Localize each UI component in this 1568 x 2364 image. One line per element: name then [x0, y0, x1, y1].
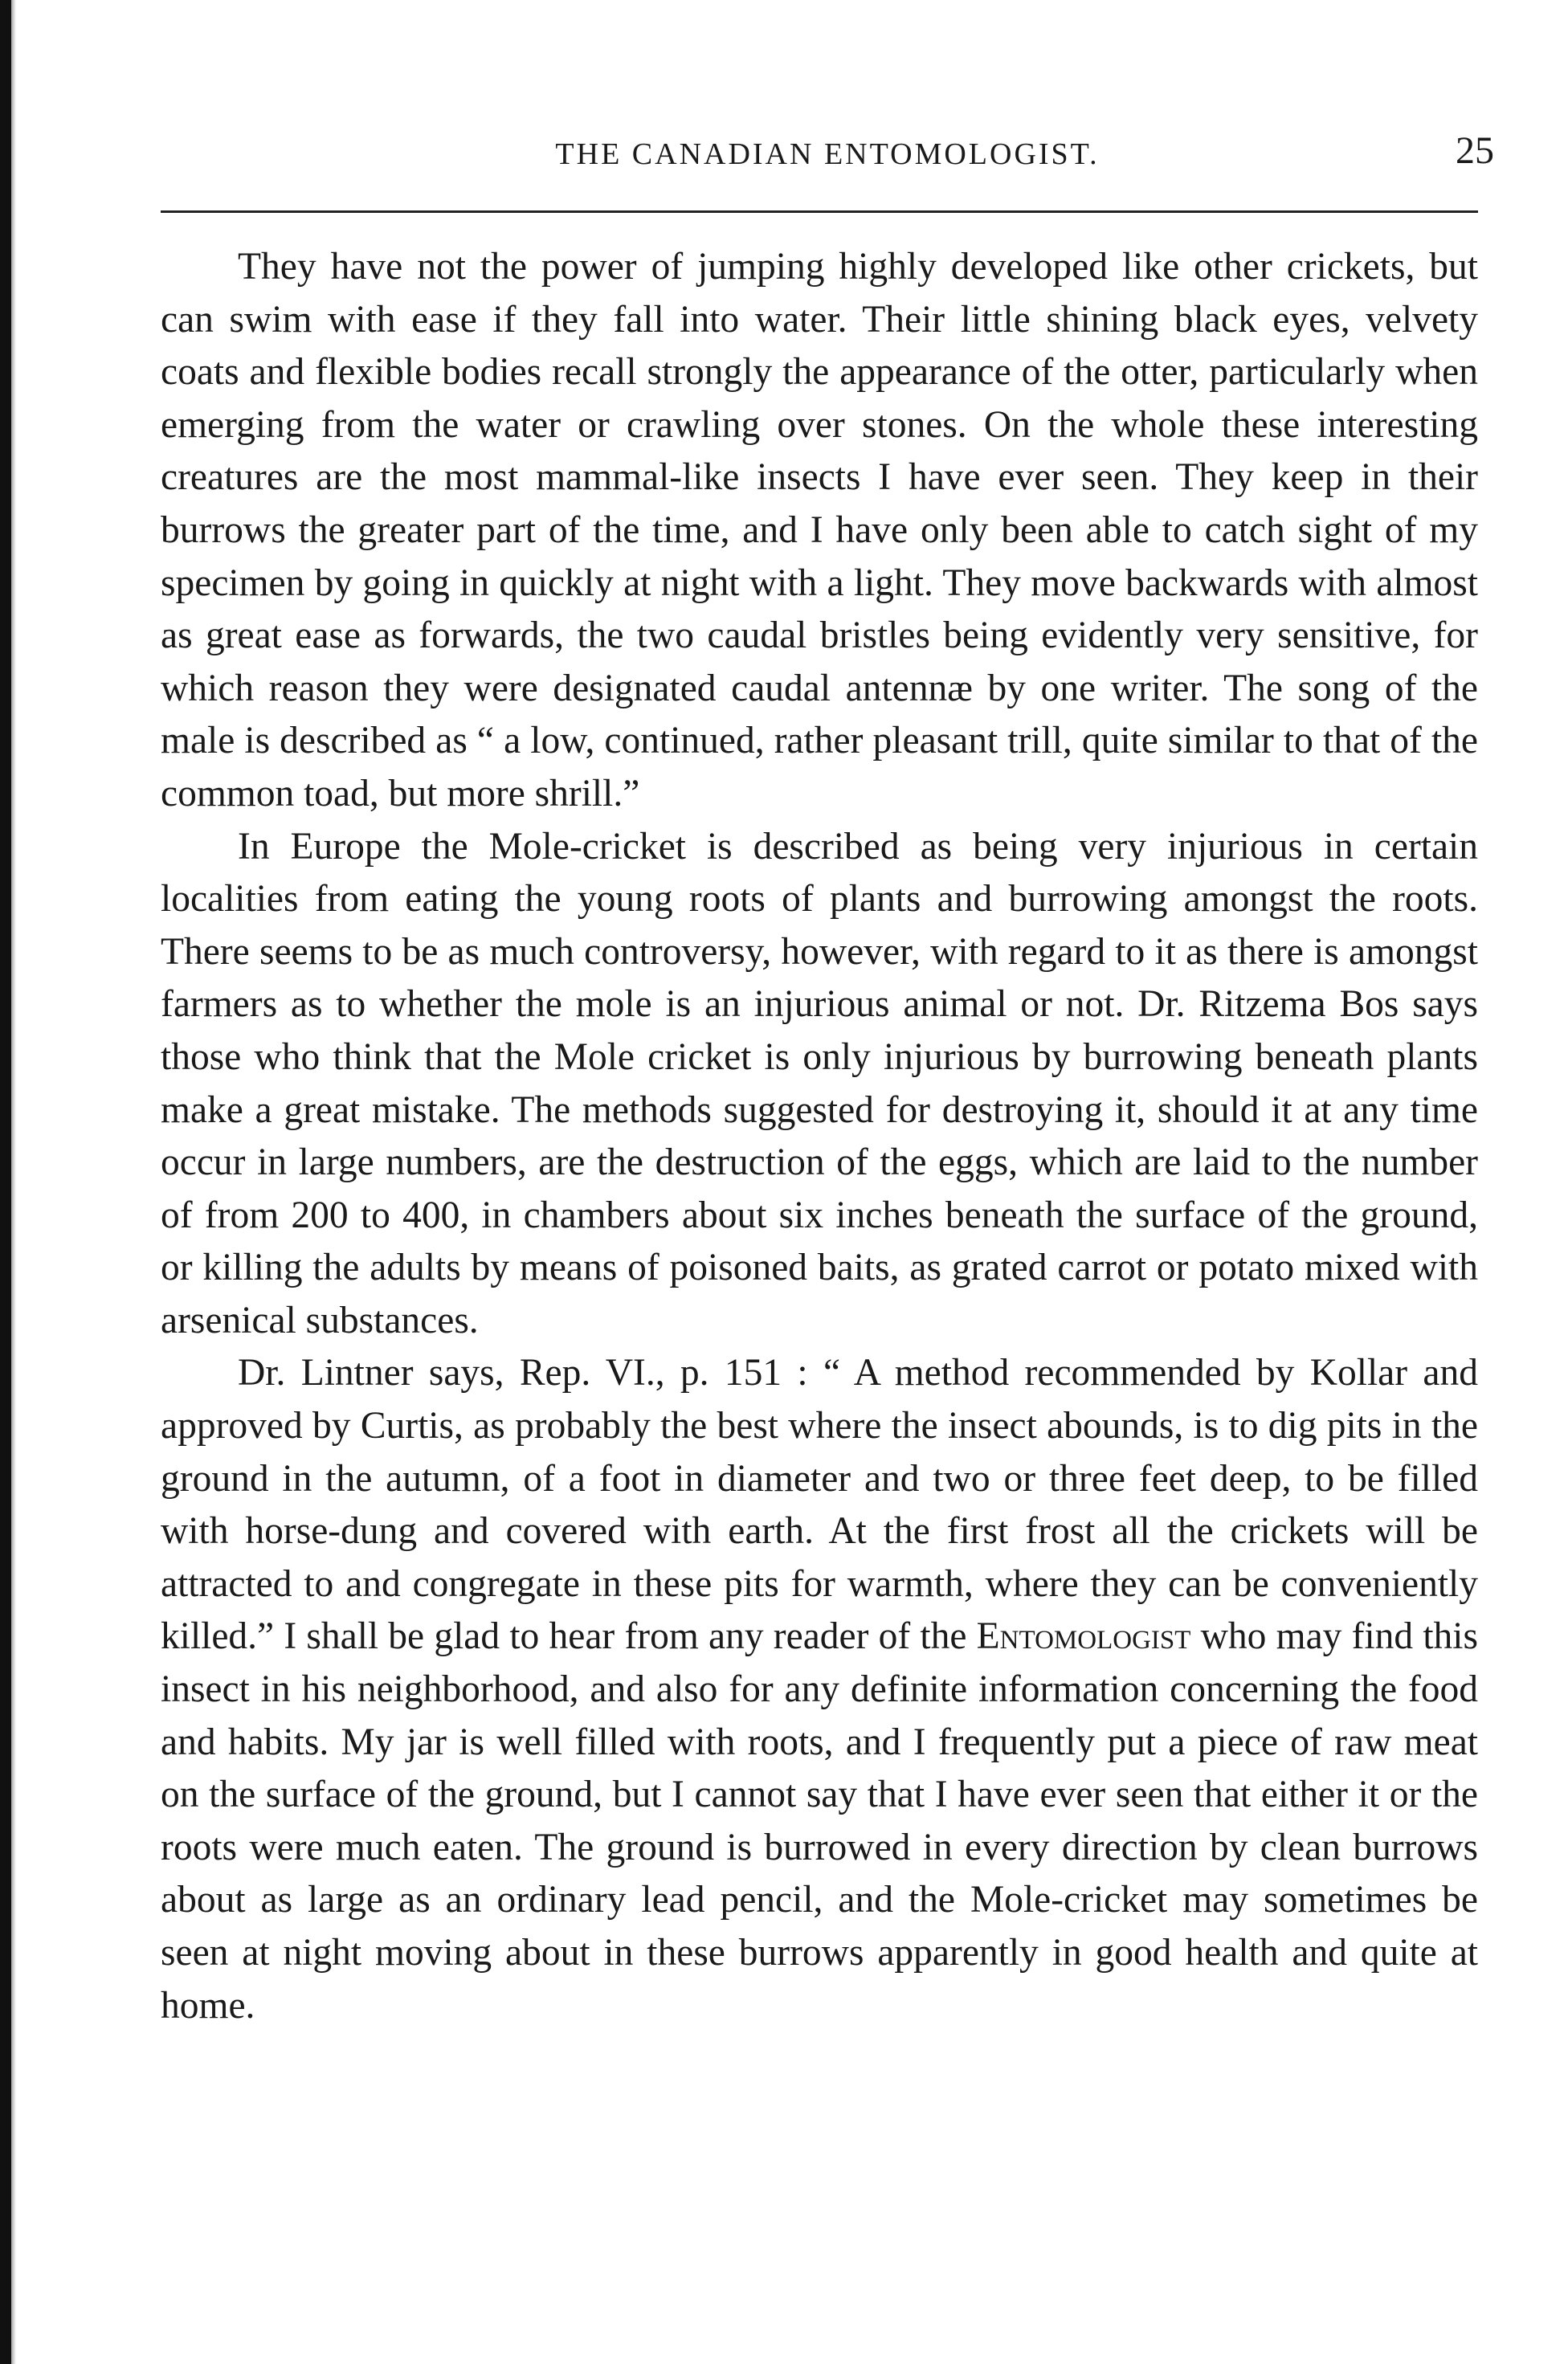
paragraph-2: In Europe the Mole-cricket is described as being very injurious in certain localities from eating the young roots of plants and burrowing amongst the roots. There seems to be as much controversy, however, with regard to it as there is amongst farmers as to whether the mole is an injurious animal or not. Dr. Ritzema Bos says those who think that the Mole cricket is only injurious by burrowing beneath plants make a great mistake. The methods suggested for destroying it, should it at any time occur in large numbers, are the destruction of the eggs, which are laid to the number of from 200 to 400, in chambers about six inches beneath the surface of the ground, or killing the adults by means of poisoned baits, as grated carrot or potato mixed with arsenical substances. [161, 825, 1478, 1341]
page-number: 25 [1456, 129, 1494, 172]
paragraph-3-part-1: Dr. Lintner says, Rep. VI., p. 151 : “ A method recommended by Kollar and approved by Curtis, as probably the best where the insect abounds, is to dig pits in the ground in the autumn, of a foot in diameter and two or three feet deep, to be filled with horse-dung and covered with earth. At the first frost all the crickets will be attracted to and congregate in these pits for warmth, where they can be conveniently killed.” I shall be glad to hear from any reader of the [161, 1352, 1478, 1658]
scan-binding-edge [0, 0, 11, 2364]
header-rule [161, 210, 1478, 213]
journal-name: Entomologist [976, 1615, 1191, 1658]
body-text [161, 241, 1478, 2032]
paragraph-3-part-2: who may find this insect in his neighborhood, and also for any definite information concerning the food and habits. My jar is well filled with roots, and I frequently put a piece of raw meat on the surface of the ground, but I cannot say that I have ever seen that either it or the roots were much eaten. The ground is burrowed in every direction by clean burrows about as large as an ordinary lead pencil, and the Mole-cricket may sometimes be seen at night moving about in these burrows apparently in good health and quite at home. [161, 1615, 1478, 2027]
running-title: THE CANADIAN ENTOMOLOGIST. [555, 137, 1100, 171]
paragraph-1: They have not the power of jumping highly developed like other crickets, but can swim with ease if they fall into water. Their little shining black eyes, velvety coats and flexible bodies recall strongly the appearance of the otter, particularly when emerging from the water or crawling over stones. On the whole these interesting creatures are the most mammal-like insects I have ever seen. They keep in their burrows the greater part of the time, and I have only been able to catch sight of my specimen by going in quickly at night with a light. They move backwards with almost as great ease as forwards, the two caudal bristles being evidently very sensitive, for which reason they were designated caudal antennæ by one writer. The song of the male is described as “ a low, continued, rather pleasant trill, quite similar to that of the common toad, but more shrill.” [161, 246, 1478, 815]
paragraph-3 [161, 1347, 1478, 2032]
page-header [161, 129, 1494, 177]
